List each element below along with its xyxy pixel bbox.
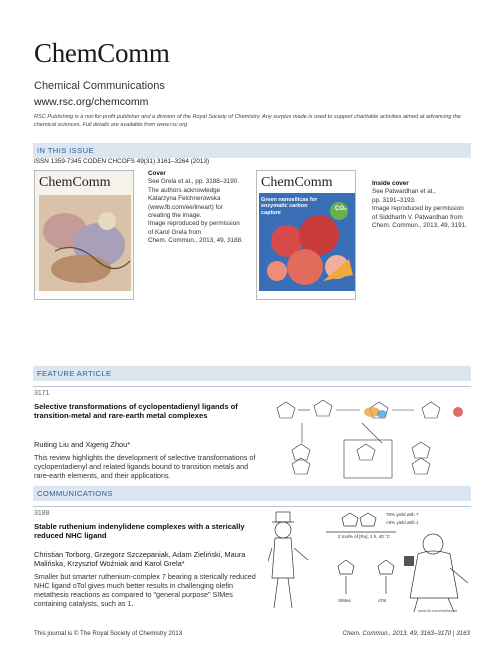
journal-masthead: ChemComm <box>34 38 170 68</box>
cover-image[interactable] <box>34 170 134 300</box>
divider <box>33 506 471 507</box>
inside-cover-line: pp. 3191–3193. <box>372 196 416 204</box>
cartoon-illustration <box>268 508 473 616</box>
figure-label-conditions: 2 mol% of [Ru], 1 h, 40 °C <box>338 534 391 539</box>
cover-heading: Cover <box>148 170 166 177</box>
communication-graphical-abstract <box>268 508 473 616</box>
cover-description <box>148 170 248 246</box>
inside-cover-heading: Inside cover <box>372 180 409 187</box>
footer-copyright: This journal is © The Royal Society of Chemistry 2013 <box>34 630 183 637</box>
cover-line: The authors acknowledge <box>148 186 221 194</box>
feature-authors: Ruiting Liu and Xigeng Zhou* <box>34 440 131 449</box>
cover-line: of Karol Grela from <box>148 228 202 236</box>
cover-line: (www.fb.com/ee/lineart) for <box>148 203 223 211</box>
in-this-issue-band <box>33 143 471 158</box>
cover-image-title: ChemComm <box>39 175 111 190</box>
feature-article-band <box>33 366 471 381</box>
cover-line: Chem. Commun., 2013, 49, 3188. <box>148 237 243 245</box>
inside-cover-line: See Patwardhan et al., <box>372 188 436 196</box>
reaction-scheme <box>262 388 472 483</box>
communication-abstract: Smaller but smarter ruthenium-complex 7 bearing a sterically reduced NHC ligand oTol gives much better results in challenging olefin metathesis reactions as compared to "general purpose" SIMes containing catalysts, such as 1. <box>34 572 256 608</box>
inside-cover-description <box>372 180 482 230</box>
cover-line: See Grela et al., pp. 3188–3190. <box>148 178 240 186</box>
feature-page-number: 3171 <box>34 390 50 397</box>
footer-citation: Chem. Commun., 2013, 49, 3163–3170 | 3163 <box>342 630 470 637</box>
figure-label-credit: www.fb.com/ee/lineart <box>418 608 458 613</box>
journal-url[interactable]: www.rsc.org/chemcomm <box>34 96 149 108</box>
communications-band <box>33 486 471 501</box>
inside-cover-caption: Green nanosilicas for enzymatic carbon capture <box>261 197 318 216</box>
co2-label: CO₂ <box>335 206 347 212</box>
communication-authors: Christian Torborg, Grzegorz Szczepaniak, Adam Zieliński, Maura Malińska, Krzysztof Woźniak and Karol Grela* <box>34 550 246 569</box>
feature-graphical-abstract <box>262 388 472 483</box>
communications-label: COMMUNICATIONS <box>37 489 113 498</box>
inside-cover-line: Image reproduced by permission <box>372 205 464 213</box>
figure-label-yield-7: 75% yield with 7 <box>386 512 419 517</box>
figure-label-otol: oTol <box>378 598 387 603</box>
inside-cover-line: of Siddharth V. Patwardhan from <box>372 213 463 221</box>
inside-cover-image-title: ChemComm <box>261 175 333 190</box>
inside-cover-line: Chem. Commun., 2013, 49, 3191. <box>372 222 467 230</box>
inside-cover-image[interactable] <box>256 170 356 300</box>
cover-line: Katarzyna Felchnerowska <box>148 195 221 203</box>
cover-line: Image reproduced by permission <box>148 220 240 228</box>
communication-title[interactable]: Stable ruthenium indenylidene complexes with a sterically reduced NHC ligand <box>34 522 245 541</box>
feature-title[interactable]: Selective transformations of cyclopentadienyl ligands of transition-metal and rare-earth metal complexes <box>34 402 238 421</box>
journal-subtitle: Chemical Communications <box>34 80 165 92</box>
figure-label-yield-1: <5% yield with 1 <box>386 520 419 525</box>
divider <box>33 386 471 387</box>
communication-page-number: 3188 <box>34 510 50 517</box>
feature-article-label: FEATURE ARTICLE <box>37 369 112 378</box>
publisher-note: RSC Publishing is a not-for-profit publisher and a division of the Royal Society of Chemistry. Any surplus made is used to support charitable activities aimed at advancing the chemical sciences. Full details are available from www.rsc.org <box>34 114 461 128</box>
in-this-issue-label: IN THIS ISSUE <box>37 146 94 155</box>
figure-label-simes: SIMes <box>338 598 351 603</box>
cover-line: creating the image. <box>148 212 202 220</box>
issn-line: ISSN 1359-7345 CODEN CHCOFS 49(31) 3161–3264 (2013) <box>34 158 210 165</box>
feature-abstract: This review highlights the development of selective transformations of cyclopentadienyl and related ligands bound to transition metals and rare-earth elements, and their applications. <box>34 453 256 480</box>
